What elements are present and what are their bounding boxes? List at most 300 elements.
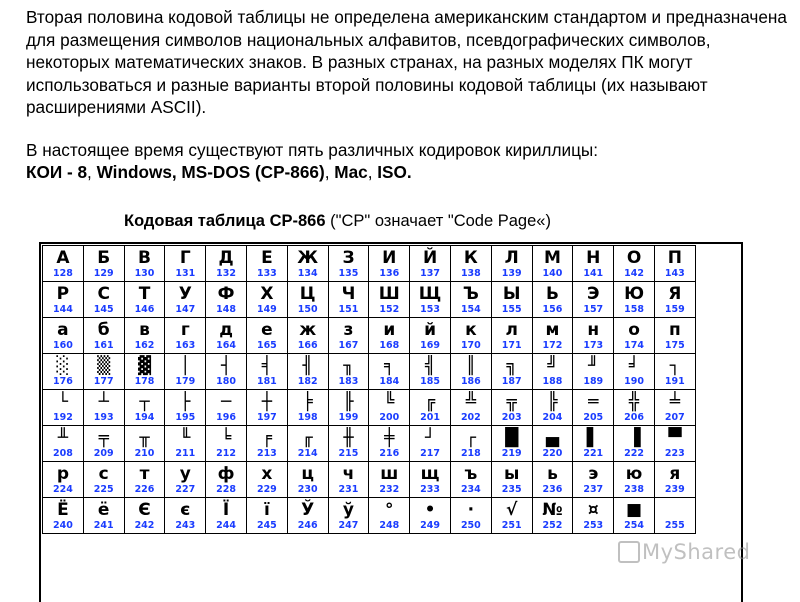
cell-glyph: ╟ [343,392,354,412]
cell-code: 195 [175,412,196,423]
cell-code: 217 [420,448,440,459]
cell-code: 168 [379,340,400,351]
code-cell [43,246,84,282]
cell-glyph: ║ [465,356,476,376]
cell-glyph: ▐ [627,428,641,448]
code-cell [43,390,84,426]
code-cell [573,462,614,498]
cell-code: 213 [256,448,277,459]
cell-code: 142 [624,268,644,279]
cell-glyph: ╓ [302,428,313,448]
cell-code: 178 [134,376,155,387]
cell-glyph: ▄ [545,428,559,448]
code-cell [246,462,287,498]
table-caption-title: Кодовая таблица CP-866 [124,212,326,230]
cell-code: 236 [542,484,563,495]
cell-code: 255 [664,520,685,531]
cell-glyph: ш [380,464,399,484]
cell-code: 197 [256,412,277,423]
cell-glyph: ╒ [261,428,272,448]
code-cell [491,246,532,282]
code-cell [206,318,247,354]
code-cell [410,318,451,354]
cell-code: 157 [583,304,604,315]
cell-glyph: √ [505,500,518,520]
cell-glyph: П [667,248,682,268]
code-cell [165,390,206,426]
cell-code: 204 [542,412,563,423]
code-cell [410,354,451,390]
cell-code: 210 [134,448,155,459]
code-cell [124,462,165,498]
cell-code: 228 [216,484,236,495]
cell-code: 146 [134,304,155,315]
cell-glyph: Ё [57,500,69,520]
cell-code: 138 [460,268,481,279]
table-row [43,318,696,354]
cell-code: 205 [583,412,604,423]
table-row [43,498,696,534]
cell-code: 235 [501,484,522,495]
cell-glyph: ╪ [384,428,395,448]
code-cell [491,462,532,498]
cell-code: 161 [93,340,114,351]
cell-code: 190 [624,376,644,387]
cell-code: 140 [542,268,563,279]
cell-glyph: З [342,248,355,268]
cell-glyph: ╫ [343,428,354,448]
cell-glyph: └ [57,392,69,412]
cell-glyph: Й [422,248,438,268]
code-cell [573,426,614,462]
cell-code: 232 [379,484,400,495]
code-cell [165,462,206,498]
cell-glyph: ъ [464,464,478,484]
cell-code: 252 [542,520,563,531]
cell-glyph: Ц [299,284,316,304]
cell-code: 192 [52,412,73,423]
cell-code: 136 [379,268,400,279]
code-cell [165,354,206,390]
cell-code: 166 [297,340,318,351]
code-cell [614,282,655,318]
cell-glyph: ▒ [97,356,111,376]
code-cell [124,498,165,534]
table-row [43,354,696,390]
cell-glyph: Я [668,284,682,304]
cell-code: 180 [216,376,236,387]
code-cell [206,354,247,390]
code-cell [328,462,369,498]
cell-glyph: к [465,320,477,340]
cell-code: 212 [216,448,236,459]
code-cell [328,318,369,354]
cell-glyph: ь [547,464,558,484]
cell-code: 149 [256,304,277,315]
watermark-text: MyShared [642,540,751,564]
cell-glyph: Ь [545,284,559,304]
cell-glyph: · [467,500,475,520]
cell-code: 238 [624,484,644,495]
code-cell [532,498,573,534]
cell-code: 179 [175,376,196,387]
cell-glyph: Ы [502,284,521,304]
cell-glyph: Ў [301,500,315,520]
code-cell [614,462,655,498]
code-cell [246,390,287,426]
code-cell [614,390,655,426]
code-cell [206,498,247,534]
cell-code: 231 [338,484,359,495]
cell-glyph: В [138,248,151,268]
encodings-intro-line: В настоящее время существуют пять различных кодировок кириллицы: [26,140,599,160]
cell-code: 221 [583,448,604,459]
cell-code: 130 [134,268,155,279]
cell-glyph: Г [179,248,191,268]
code-cell [532,390,573,426]
cell-code: 220 [542,448,563,459]
code-cell [124,246,165,282]
code-cell [165,246,206,282]
cell-glyph: р [56,464,69,484]
cell-glyph: б [97,320,110,340]
cell-glyph: У [178,284,192,304]
code-cell [83,354,124,390]
code-cell [410,246,451,282]
cell-code: 206 [624,412,644,423]
code-cell [328,354,369,390]
cell-code: 251 [501,520,522,531]
cell-glyph: ╨ [57,428,69,448]
cell-glyph: О [626,248,642,268]
cell-code: 135 [338,268,359,279]
cell-code: 133 [256,268,277,279]
code-cell [43,498,84,534]
cell-glyph: ╠ [547,392,558,412]
cell-glyph: я [669,464,681,484]
cell-code: 141 [583,268,604,279]
cell-code: 239 [664,484,685,495]
cell-code: 129 [93,268,114,279]
cell-glyph: ╚ [384,392,395,412]
table-row [43,282,696,318]
cell-glyph: ─ [220,392,232,412]
cell-glyph: с [98,464,109,484]
cell-code: 208 [52,448,73,459]
encoding-windows-msdos: Windows, MS-DOS (CP-866) [96,162,325,182]
code-cell [124,390,165,426]
code-cell [328,390,369,426]
cell-glyph: ╬ [628,392,640,412]
cell-code: 183 [338,376,359,387]
cell-glyph: Є [138,500,151,520]
code-cell [206,462,247,498]
cell-code: 218 [460,448,481,459]
cell-glyph: ╛ [628,356,640,376]
cell-glyph: Ї [222,500,230,520]
cell-code: 137 [420,268,440,279]
code-cell [369,318,410,354]
cell-code: 182 [297,376,318,387]
cell-code: 201 [420,412,440,423]
cell-code: 229 [256,484,277,495]
cell-glyph: Л [504,248,519,268]
code-cell [369,246,410,282]
cell-glyph: ° [385,500,394,520]
cell-code: 158 [624,304,644,315]
code-cell [654,282,695,318]
cell-glyph: щ [420,464,440,484]
cell-code: 194 [134,412,155,423]
code-cell [43,318,84,354]
cell-code: 248 [379,520,400,531]
code-cell [532,462,573,498]
cell-glyph: ╦ [506,392,517,412]
cell-code: 174 [624,340,644,351]
code-cell [124,426,165,462]
code-cell [532,354,573,390]
cell-glyph: Е [261,248,273,268]
code-cell [654,318,695,354]
cell-code: 242 [134,520,155,531]
cell-code: 200 [379,412,400,423]
cell-glyph: ┐ [669,356,680,376]
cell-glyph: ╞ [302,392,313,412]
code-cell [450,462,491,498]
cell-code: 128 [52,268,73,279]
cell-glyph: Щ [418,284,442,304]
code-cell [287,282,328,318]
code-cell [450,390,491,426]
cell-glyph: ┘ [424,428,436,448]
cell-code: 216 [379,448,400,459]
code-cell [369,462,410,498]
code-cell [450,354,491,390]
cell-glyph: й [424,320,437,340]
cell-code: 202 [460,412,481,423]
encoding-koi8: КОИ - 8 [26,162,88,182]
cell-glyph: ё [97,500,110,520]
cell-code: 222 [624,448,644,459]
code-cell [246,282,287,318]
cell-code: 159 [664,304,685,315]
code-cell [165,282,206,318]
cell-glyph [655,500,695,521]
cell-glyph: ц [301,464,314,484]
code-cell [328,498,369,534]
cell-glyph: у [179,464,191,484]
cell-glyph: ╧ [669,392,680,412]
code-cell [450,282,491,318]
code-cell [124,282,165,318]
cell-glyph: ═ [588,392,599,412]
cell-code: 184 [379,376,400,387]
cell-code: 249 [420,520,440,531]
cell-glyph: Н [586,248,601,268]
cell-glyph: л [505,320,518,340]
cell-code: 223 [664,448,685,459]
code-cell [246,318,287,354]
cell-code: 234 [460,484,481,495]
cell-glyph: п [668,320,681,340]
code-cell [532,282,573,318]
code-cell [369,354,410,390]
cell-code: 185 [420,376,440,387]
cell-glyph: є [180,500,191,520]
cell-glyph: ╔ [424,392,436,412]
cell-glyph: ▓ [137,356,152,376]
table-caption [124,212,551,231]
cell-code: 226 [134,484,155,495]
cell-code: 191 [664,376,685,387]
cell-code: 186 [460,376,481,387]
cell-glyph: ╖ [343,356,354,376]
cell-code: 198 [297,412,318,423]
cell-glyph: н [587,320,600,340]
code-cell [206,246,247,282]
cell-glyph: ╣ [424,356,436,376]
code-cell [206,282,247,318]
cell-code: 165 [256,340,277,351]
code-cell [532,318,573,354]
code-cell [532,246,573,282]
cell-code: 162 [134,340,155,351]
cell-code: 151 [338,304,359,315]
cell-glyph: ╝ [547,356,558,376]
cell-code: 214 [297,448,318,459]
code-cell [43,462,84,498]
code-cell [573,246,614,282]
cell-code: 143 [664,268,685,279]
cell-glyph: Ъ [462,284,479,304]
code-cell [410,282,451,318]
cell-glyph: ╜ [588,356,599,376]
cell-code: 173 [583,340,604,351]
encoding-separator: , [324,162,335,182]
cell-glyph: ю [625,464,643,484]
cell-glyph: Х [260,284,274,304]
cell-glyph: К [463,248,478,268]
code-cell [369,282,410,318]
encodings-paragraph [26,139,796,183]
cell-glyph: С [97,284,110,304]
cell-glyph: М [544,248,561,268]
code-cell [206,426,247,462]
code-cell [246,246,287,282]
code-cell [491,318,532,354]
code-cell [246,426,287,462]
code-cell [287,354,328,390]
cell-code: 207 [664,412,685,423]
cell-glyph: ╕ [384,356,395,376]
cell-code: 230 [297,484,318,495]
cell-code: 176 [52,376,73,387]
code-cell [83,318,124,354]
cell-glyph: ╥ [139,428,150,448]
cell-code: 175 [664,340,685,351]
code-cell [573,354,614,390]
code-cell [450,498,491,534]
cell-code: 233 [420,484,440,495]
code-cell [573,390,614,426]
code-cell [165,318,206,354]
table-row [43,426,696,462]
cell-glyph: Ч [341,284,356,304]
cell-glyph: м [545,320,560,340]
intro-paragraph: Вторая половина кодовой таблицы не определена американским стандартом и предназначена для размещения символов национальных алфавитов, псевдографических символов, некоторых математических знаков. В разных странах, на разных моделях ПК могут использоваться и разные варианты второй половины кодовой таблицы (их называют расширениями ASCII). [26,7,787,118]
code-cell [410,498,451,534]
cell-glyph: д [219,320,233,340]
code-cell [410,426,451,462]
code-cell [654,462,695,498]
cell-glyph: ┼ [261,392,272,412]
cell-glyph: ы [503,464,520,484]
code-cell [532,426,573,462]
code-cell [83,462,124,498]
table-row [43,462,696,498]
cell-code: 132 [216,268,236,279]
code-cell [491,498,532,534]
code-cell [614,426,655,462]
cell-glyph: ╩ [465,392,476,412]
cell-glyph: ▀ [668,428,682,448]
code-cell [654,426,695,462]
code-cell [124,354,165,390]
cell-glyph: ж [299,320,317,340]
cell-code: 209 [93,448,114,459]
cell-glyph: ┬ [139,392,150,412]
cell-code: 181 [256,376,277,387]
cell-glyph: ╘ [220,428,232,448]
cell-code: 244 [216,520,236,531]
cell-glyph: Ю [624,284,645,304]
code-cell [614,354,655,390]
cell-glyph: ╙ [180,428,191,448]
table-caption-note: ("CP" означает "Code Page«) [325,212,551,230]
cell-glyph: Д [218,248,234,268]
cell-glyph: ╗ [506,356,517,376]
code-cell [491,354,532,390]
cell-glyph: Ф [217,284,235,304]
cell-code: 167 [338,340,359,351]
cell-glyph: г [180,320,190,340]
cell-code: 169 [420,340,440,351]
cell-code: 254 [624,520,644,531]
cell-code: 199 [338,412,359,423]
cell-code: 203 [501,412,522,423]
cell-code: 163 [175,340,196,351]
cell-code: 253 [583,520,604,531]
code-cell [83,498,124,534]
code-cell [287,246,328,282]
cell-glyph: в [139,320,150,340]
code-cell [614,318,655,354]
cell-glyph: Т [138,284,151,304]
encoding-iso: ISO. [377,162,412,182]
cell-code: 225 [93,484,114,495]
code-cell [573,282,614,318]
code-cell [246,498,287,534]
cell-glyph: э [588,464,599,484]
cell-code: 139 [501,268,522,279]
code-cell [328,246,369,282]
cell-glyph: е [261,320,273,340]
cell-code: 215 [338,448,359,459]
cell-glyph: А [56,248,70,268]
cell-code: 245 [256,520,277,531]
cell-code: 211 [175,448,196,459]
code-cell [328,426,369,462]
